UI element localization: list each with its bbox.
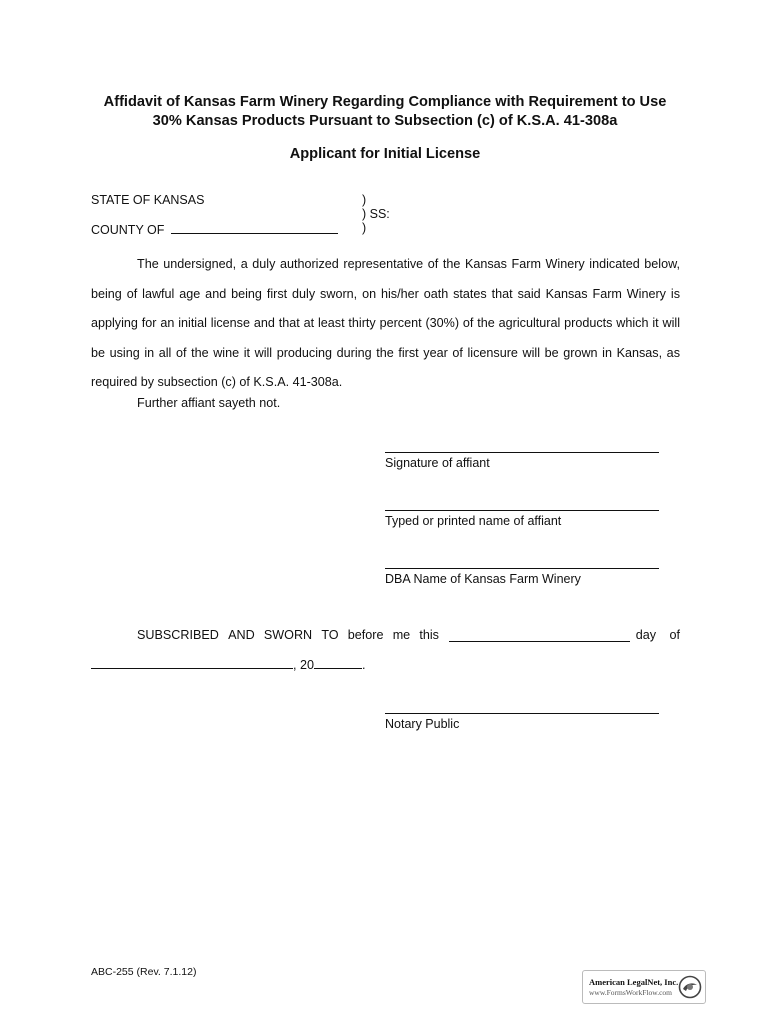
sworn-word: SUBSCRIBED	[137, 628, 219, 642]
publisher-logo-icon	[678, 975, 702, 999]
venue-parentheses	[362, 193, 390, 235]
county-row	[91, 222, 338, 237]
sworn-word: SWORN	[263, 628, 313, 642]
day-of-label: day of	[635, 628, 680, 642]
year-prefix: , 20	[293, 658, 315, 672]
month-blank-field[interactable]	[91, 657, 293, 669]
notary-block	[385, 713, 659, 731]
further-affiant-text: Further affiant sayeth not.	[137, 396, 281, 410]
paren-top: )	[362, 193, 367, 207]
document-subtitle: Applicant for Initial License	[289, 146, 481, 162]
month-year-line	[91, 657, 366, 672]
signature-line[interactable]	[385, 452, 659, 453]
title-line-2: 30% Kansas Products Pursuant to Subsection (c) of K.S.A. 41-308a	[152, 113, 618, 129]
publisher-name: American LegalNet, Inc.	[589, 977, 679, 987]
sworn-word: before	[347, 628, 384, 642]
typed-name-block	[385, 510, 659, 528]
notary-line[interactable]	[385, 713, 659, 714]
dba-block	[385, 568, 659, 586]
form-number: ABC-255 (Rev. 7.1.12)	[91, 966, 197, 978]
state-label: STATE OF KANSAS	[91, 193, 205, 207]
notary-label: Notary Public	[385, 717, 460, 731]
affidavit-body-paragraph: The undersigned, a duly authorized representative of the Kansas Farm Winery indicated below, being of lawful age and being first duly sworn, on his/her oath states that said Kansas Farm Winery is applying for an initial license and that at least thirty percent (30%) of the agricultural products which it will be using in all of the wine it will producing during the first year of licensure will be grown in Kansas, as required by subsection (c) of K.S.A. 41-308a.	[91, 257, 680, 389]
sworn-word: AND	[228, 628, 255, 642]
year-suffix: .	[362, 658, 366, 672]
sworn-words	[137, 628, 439, 642]
county-label: COUNTY OF	[91, 223, 165, 237]
paren-ss: ) SS:	[362, 207, 390, 221]
day-blank-field[interactable]	[449, 630, 630, 642]
document-title	[60, 93, 710, 131]
sworn-word: this	[419, 628, 439, 642]
publisher-badge	[582, 970, 706, 1004]
paren-bottom: )	[362, 221, 367, 235]
title-line-1: Affidavit of Kansas Farm Winery Regarding Compliance with Requirement to Use	[103, 94, 667, 110]
typed-name-line[interactable]	[385, 510, 659, 511]
county-blank-field[interactable]	[171, 222, 338, 234]
signature-block	[385, 452, 659, 470]
dba-line[interactable]	[385, 568, 659, 569]
typed-name-label: Typed or printed name of affiant	[385, 514, 562, 528]
signature-label: Signature of affiant	[385, 456, 490, 470]
year-blank-field[interactable]	[314, 657, 362, 669]
sworn-word: TO	[321, 628, 339, 642]
publisher-url: www.FormsWorkFlow.com	[589, 988, 673, 997]
dba-label: DBA Name of Kansas Farm Winery	[385, 572, 581, 586]
sworn-word: me	[392, 628, 411, 642]
subscribed-sworn-line	[137, 628, 680, 642]
